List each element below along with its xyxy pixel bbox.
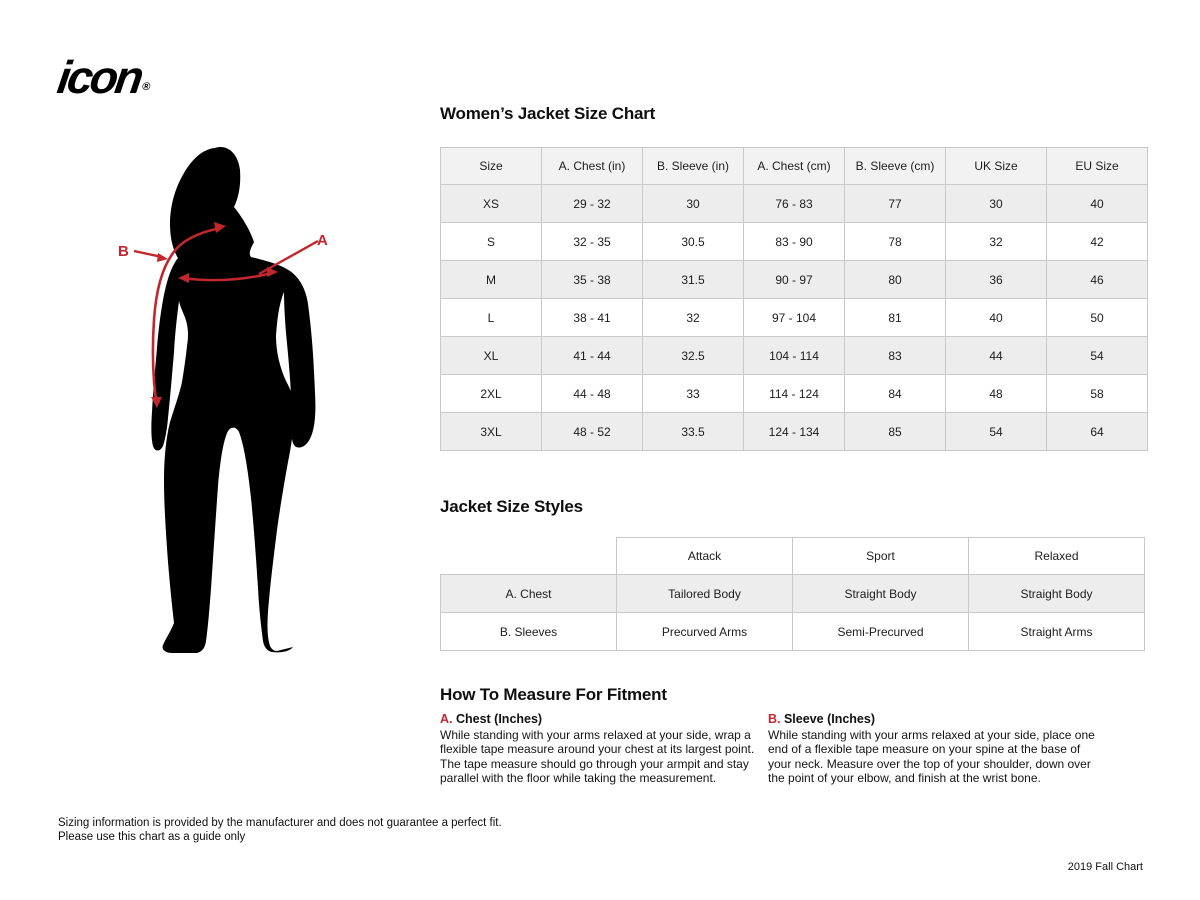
size-chart-cell: 80 <box>845 261 946 299</box>
size-chart-cell: 50 <box>1047 299 1148 337</box>
size-chart-row <box>441 299 1148 337</box>
size-chart-cell: 64 <box>1047 413 1148 451</box>
size-chart-cell: 90 - 97 <box>744 261 845 299</box>
size-chart-table <box>440 147 1148 451</box>
disclaimer <box>58 817 502 844</box>
styles-cell: Straight Body <box>969 575 1145 613</box>
size-chart-cell: 32.5 <box>643 337 744 375</box>
measure-sleeve-body: While standing with your arms relaxed at your side, place one end of a flexible tape measure on your spine at the base of your neck. Measure over the top of your shoulder, down over the point of your elbow, and finish at the wrist bone. <box>768 728 1095 786</box>
size-chart-header-cell: A. Chest (in) <box>542 148 643 185</box>
size-chart-row <box>441 375 1148 413</box>
silhouette-graphic <box>100 140 380 670</box>
woman-silhouette <box>151 147 315 653</box>
size-chart-cell: 40 <box>1047 185 1148 223</box>
label-b: B <box>118 243 129 260</box>
size-chart-header-cell: EU Size <box>1047 148 1148 185</box>
styles-cell: A. Chest <box>441 575 617 613</box>
size-chart-cell: L <box>441 299 542 337</box>
size-chart-cell: 44 - 48 <box>542 375 643 413</box>
size-chart-header-cell: Size <box>441 148 542 185</box>
size-chart-cell: 33.5 <box>643 413 744 451</box>
measure-section-chest <box>440 712 762 786</box>
size-chart-cell: 3XL <box>441 413 542 451</box>
styles-row <box>441 575 1145 613</box>
styles-cell: B. Sleeves <box>441 613 617 651</box>
measure-sleeve-label <box>768 712 1106 726</box>
size-chart-cell: S <box>441 223 542 261</box>
measure-sleeve-label-text: Sleeve (Inches) <box>780 712 875 726</box>
styles-header-cell <box>441 538 617 575</box>
icon-logo <box>54 50 155 104</box>
size-chart-cell: 44 <box>946 337 1047 375</box>
size-chart-cell: 42 <box>1047 223 1148 261</box>
a-pointer-line <box>259 241 318 274</box>
styles-header-cell: Relaxed <box>969 538 1145 575</box>
size-chart-cell: 36 <box>946 261 1047 299</box>
size-chart-cell: 33 <box>643 375 744 413</box>
size-chart <box>440 147 1148 451</box>
size-chart-cell: XS <box>441 185 542 223</box>
size-chart-cell: 2XL <box>441 375 542 413</box>
styles-header-cell: Sport <box>793 538 969 575</box>
size-chart-cell: 29 - 32 <box>542 185 643 223</box>
size-chart-title: Women’s Jacket Size Chart <box>440 104 656 123</box>
styles-cell: Semi-Precurved <box>793 613 969 651</box>
styles-row <box>441 613 1145 651</box>
size-chart-cell: 30 <box>946 185 1047 223</box>
size-chart-cell: 83 - 90 <box>744 223 845 261</box>
size-chart-header-cell: B. Sleeve (in) <box>643 148 744 185</box>
measurement-figure <box>100 140 380 670</box>
measure-chest-letter: A. <box>440 712 453 726</box>
icon-logo-text: icon <box>54 51 145 103</box>
size-chart-cell: 32 - 35 <box>542 223 643 261</box>
size-chart-cell: 77 <box>845 185 946 223</box>
styles <box>440 537 1145 651</box>
styles-table <box>440 537 1145 651</box>
styles-cell: Straight Arms <box>969 613 1145 651</box>
size-chart-cell: 32 <box>946 223 1047 261</box>
measure-sleeve-letter: B. <box>768 712 781 726</box>
size-chart-cell: 84 <box>845 375 946 413</box>
size-chart-cell: 40 <box>946 299 1047 337</box>
size-chart-cell: 104 - 114 <box>744 337 845 375</box>
size-chart-cell: 97 - 104 <box>744 299 845 337</box>
footer-note: 2019 Fall Chart <box>1067 861 1143 873</box>
measure-section-sleeve <box>768 712 1106 786</box>
size-chart-cell: 30 <box>643 185 744 223</box>
size-chart-cell: 30.5 <box>643 223 744 261</box>
size-chart-header-cell: UK Size <box>946 148 1047 185</box>
size-chart-cell: 58 <box>1047 375 1148 413</box>
styles-header-cell: Attack <box>617 538 793 575</box>
size-chart-cell: 35 - 38 <box>542 261 643 299</box>
styles-cell: Tailored Body <box>617 575 793 613</box>
measure-title: How To Measure For Fitment <box>440 685 667 704</box>
size-chart-cell: 32 <box>643 299 744 337</box>
measure-chest-label <box>440 712 762 726</box>
b-pointer-arrow <box>157 253 168 262</box>
size-chart-cell: 85 <box>845 413 946 451</box>
size-chart-row <box>441 185 1148 223</box>
size-chart-cell: 124 - 134 <box>744 413 845 451</box>
disclaimer-line2: Please use this chart as a guide only <box>58 830 246 843</box>
size-chart-cell: 76 - 83 <box>744 185 845 223</box>
size-chart-row <box>441 413 1148 451</box>
size-chart-cell: 38 - 41 <box>542 299 643 337</box>
size-chart-cell: XL <box>441 337 542 375</box>
size-chart-cell: 48 <box>946 375 1047 413</box>
label-a: A <box>317 232 328 249</box>
size-chart-header-cell: B. Sleeve (cm) <box>845 148 946 185</box>
size-chart-cell: 48 - 52 <box>542 413 643 451</box>
size-chart-row <box>441 337 1148 375</box>
size-chart-row <box>441 261 1148 299</box>
size-chart-cell: 46 <box>1047 261 1148 299</box>
registered-trademark-icon: ® <box>141 81 152 93</box>
measure-chest-label-text: Chest (Inches) <box>452 712 543 726</box>
size-chart-cell: 78 <box>845 223 946 261</box>
measure-chest-body: While standing with your arms relaxed at your side, wrap a flexible tape measure around your chest at its largest point. The tape measure should go through your armpit and stay parallel with the floor while taking the measurement. <box>440 728 755 786</box>
styles-table-title: Jacket Size Styles <box>440 497 583 516</box>
size-chart-cell: 31.5 <box>643 261 744 299</box>
size-chart-header-cell: A. Chest (cm) <box>744 148 845 185</box>
size-chart-cell: M <box>441 261 542 299</box>
size-chart-cell: 81 <box>845 299 946 337</box>
disclaimer-line1: Sizing information is provided by the manufacturer and does not guarantee a perfect fit. <box>58 817 502 829</box>
size-chart-cell: 54 <box>946 413 1047 451</box>
size-chart-cell: 41 - 44 <box>542 337 643 375</box>
size-chart-cell: 54 <box>1047 337 1148 375</box>
styles-cell: Precurved Arms <box>617 613 793 651</box>
size-chart-cell: 83 <box>845 337 946 375</box>
size-chart-row <box>441 223 1148 261</box>
styles-cell: Straight Body <box>793 575 969 613</box>
size-chart-cell: 114 - 124 <box>744 375 845 413</box>
